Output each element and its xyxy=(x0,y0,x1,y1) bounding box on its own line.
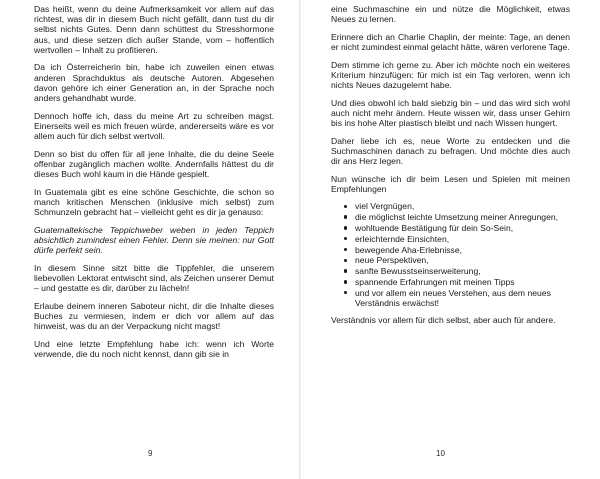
paragraph: Erinnere dich an Charlie Chaplin, der meinte: Tage, an denen er nicht zumindest einmal gelacht hätte, wären verlorene Tage. xyxy=(331,31,570,52)
paragraph: eine Suchmaschine ein und nütze die Möglichkeit, etwas Neues zu lernen. xyxy=(331,4,570,25)
recommendation-list xyxy=(331,201,570,308)
paragraph: Dem stimme ich gerne zu. Aber ich möchte noch ein weiteres Kriterium hinzufügen: für mich ist ein Tag verloren, wenn ich nichts Neues dazugelernt habe. xyxy=(331,59,570,90)
page-number: 10 xyxy=(436,449,445,458)
paragraph: Verständnis vor allem für dich selbst, aber auch für andere. xyxy=(331,315,556,326)
paragraph: Das heißt, wenn du deine Aufmerksamkeit vor allem auf das richtest, was dir in diesem Buch nicht gefällt, dann tust du dir selbst nichts Gutes. Denn dann schüttest du Stresshormone aus, und diese setzen dich außer Stande, vom – hoffentlich wertvollen – Inhalt zu profitieren. xyxy=(34,4,274,55)
paragraph: Da ich Österreicherin bin, habe ich zuweilen einen etwas anderen Sprachduktus als deutsche Autoren. Abgesehen davon gehöre ich einer Generation an, in der Sprache noch anders gehandhabt wurde. xyxy=(34,62,274,104)
paragraph: Denn so bist du offen für all jene Inhalte, die du deine Seele offenbar zugänglich machen wollte. Andernfalls hättest du dir dieses Buch wohl kaum in die Hände gespielt. xyxy=(34,148,274,180)
left-page-body xyxy=(34,4,274,366)
list-item: viel Vergnügen, xyxy=(355,201,570,211)
paragraph: Daher liebe ich es, neue Worte zu entdecken und die Suchmaschinen danach zu befragen. Und möchte dies auch dir ans Herz legen. xyxy=(331,135,570,166)
list-item: sanfte Bewusstseinserweiterung, xyxy=(355,266,570,276)
list-item: neue Perspektiven, xyxy=(355,255,570,265)
paragraph: Nun wünsche ich dir beim Lesen und Spielen mit meinen Empfehlungen xyxy=(331,173,570,194)
page-number: 9 xyxy=(148,449,153,458)
paragraph: In Guatemala gibt es eine schöne Geschichte, die schon so manch kritischen Menschen (inklusive mich selbst) zum Schmunzeln gebracht hat – vielleicht geht es dir ja genauso: xyxy=(34,186,274,218)
right-page-body xyxy=(331,4,570,333)
right-page xyxy=(300,0,600,479)
paragraph: Dennoch hoffe ich, dass du meine Art zu schreiben magst. Einerseits weil es mich freuen würde, andererseits wäre es vor allem auch für dich selbst wertvoll. xyxy=(34,110,274,142)
paragraph: Und dies obwohl ich bald siebzig bin – und das wird sich wohl auch nicht mehr ändern. Heute wissen wir, dass unser Gehirn bis ins hohe Alter plastisch bleibt und nach Wissen hungert. xyxy=(331,97,570,128)
italic-quote: Guatemaltekische Teppichweber weben in jeden Teppich absichtlich zumindest einen Fehler. Denn sie meinen: nur Gott dürfe perfekt sein. xyxy=(34,224,274,256)
paragraph: Erlaube deinem inneren Saboteur nicht, dir die Inhalte dieses Buches zu vermiesen, indem er dich vor allem auf das hinweist, was du an der Verpackung nicht magst! xyxy=(34,300,274,332)
list-item: bewegende Aha-Erlebnisse, xyxy=(355,245,570,255)
list-item: erleichternde Einsichten, xyxy=(355,234,570,244)
list-item: die möglichst leichte Umsetzung meiner Anregungen, xyxy=(355,212,570,222)
paragraph: Und eine letzte Empfehlung habe ich: wenn ich Worte verwende, die du noch nicht kennst, dann gib sie in xyxy=(34,338,274,359)
list-item: wohltuende Bestätigung für dein So-Sein, xyxy=(355,223,570,233)
list-item: und vor allem ein neues Verstehen, aus dem neues Verständnis erwächst! xyxy=(355,288,570,308)
paragraph: In diesem Sinne sitzt bitte die Tippfehler, die unserem liebevollen Lektorat entwischt sind, als Zeichen unserer Demut – und gestatte es dir, darüber zu lächeln! xyxy=(34,262,274,294)
list-item: spannende Erfahrungen mit meinen Tipps xyxy=(355,277,570,287)
